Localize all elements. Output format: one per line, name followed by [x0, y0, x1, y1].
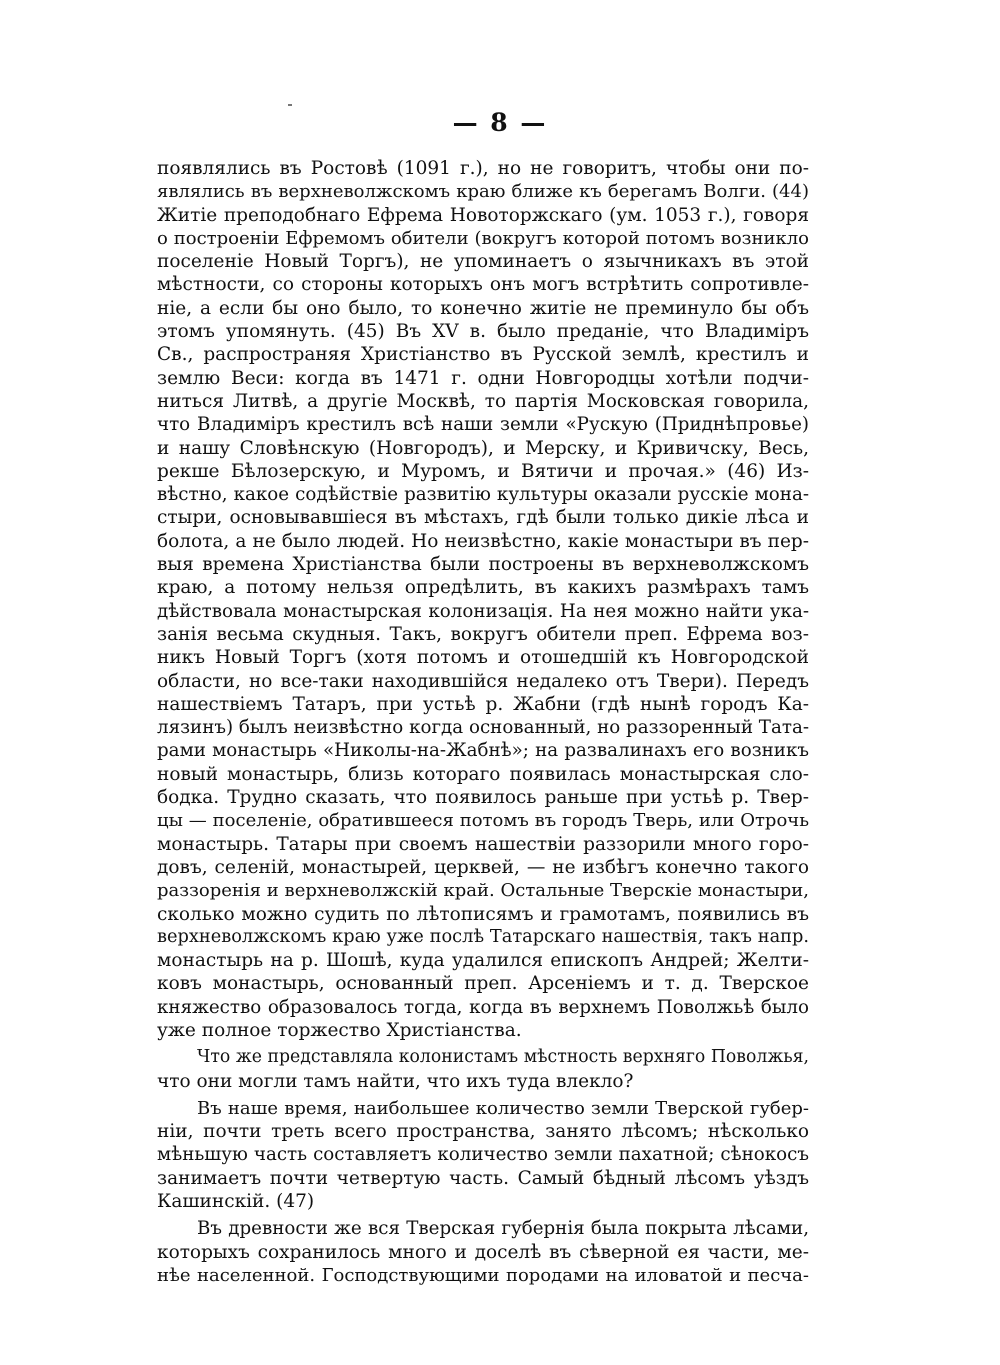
text-line: появлялись въ Ростовѣ (1091 г.), но не говоритъ, чтобы они по- — [157, 158, 809, 179]
text-line: Что же представляла колонистамъ мѣстность верхняго Поволжья, — [197, 1047, 809, 1068]
body-text — [157, 157, 809, 1287]
text-line: стыри, основывавшіеся въ мѣстахъ, гдѣ были только дикіе лѣса и — [157, 507, 809, 529]
text-line: краю, а потому нельзя опредѣлить, въ какихъ размѣрахъ тамъ — [157, 577, 809, 599]
text-line: ніе, а если бы оно было, то конечно житіе не преминуло бы объ — [157, 297, 809, 319]
text-line: нашествіемъ Татаръ, при устьѣ р. Жабни (гдѣ нынѣ городъ Ка- — [157, 693, 809, 715]
text-line: которыхъ сохранилось много и доселѣ въ сѣверной ея части, ме- — [157, 1241, 809, 1263]
text-line: ніи, почти треть всего пространства, занято лѣсомъ; нѣсколько — [157, 1121, 809, 1143]
text-line: этомъ упомянуть. (45) Въ XV в. было преданіе, что Владиміръ — [157, 321, 809, 343]
text-line: лязинъ) былъ неизвѣстно когда основанный, но раззоренный Тата- — [157, 717, 809, 739]
text-line: довъ, селеній, монастырей, церквей, — не избѣгъ конечно такого — [157, 856, 809, 878]
text-line: вѣстно, какое содѣйствіе развитію культуры оказали русскіе мона- — [157, 484, 809, 506]
text-line: области, но все-таки находившійся недалеко отъ Твери). Передъ — [157, 670, 809, 692]
text-line: нѣе населенной. Господствующими породами на иловатой и песча- — [157, 1264, 809, 1286]
text-line: уже полное торжество Христіанства. — [157, 1019, 522, 1041]
text-line: болота, а не было людей. Но неизвѣстно, какіе монастыри въ пер- — [157, 530, 809, 552]
text-line: Св., распространяя Христіанство въ Русской землѣ, крестилъ и — [157, 344, 809, 366]
text-line: Въ древности же вся Тверская губернія была покрыта лѣсами, — [197, 1218, 809, 1240]
text-line: занимаетъ почти четвертую часть. Самый бѣдный лѣсомъ уѣздъ — [157, 1167, 809, 1189]
text-line: никъ Новый Торгъ (хотя потомъ и отошедшій къ Новгородской — [157, 647, 809, 669]
text-line: дѣйствовала монастырская колонизація. На нея можно найти ука- — [157, 600, 809, 622]
text-line: бодка. Трудно сказать, что появилось раньше при устьѣ р. Твер- — [157, 787, 809, 809]
text-line: Кашинскій. (47) — [157, 1191, 315, 1213]
text-line: сколько можно судить по лѣтописямъ и грамотамъ, появились въ — [157, 903, 809, 925]
text-line: являлись въ верхневолжскомъ краю ближе къ берегамъ Волги. (44) — [157, 181, 809, 203]
text-line: раззоренія и верхневолжскій край. Остальные Тверскіе монастыри, — [157, 880, 809, 902]
text-line: занія весьма скудныя. Такъ, вокругъ обители преп. Ефрема воз- — [157, 623, 809, 645]
text-line: и нашу Словѣнскую (Новгородъ), и Мерску, и Кривичску, Весь, — [157, 437, 809, 459]
text-line: что Владиміръ крестилъ всѣ наши земли «Рускую (Приднѣпровье) — [157, 414, 809, 436]
text-line: верхневолжскомъ краю уже послѣ Татарскаго нашествія, такъ напр. — [157, 926, 809, 947]
text-line: поселеніе Новый Торгъ), не упоминаетъ о язычникахъ въ этой — [157, 251, 809, 273]
text-line: мѣньшую часть составляетъ количество земли пахатной; сѣнокосъ — [157, 1144, 809, 1166]
scan-speck — [288, 104, 292, 106]
text-line: княжество образовалось тогда, когда въ верхнемъ Поволжьѣ было — [157, 996, 809, 1018]
text-line: что они могли тамъ найти, что ихъ туда влекло? — [157, 1070, 634, 1092]
text-line: землю Веси: когда въ 1471 г. одни Новгородцы хотѣли подчи- — [157, 367, 809, 389]
text-line: монастырь на р. Шошѣ, куда удалился епископъ Андрей; Желти- — [157, 950, 809, 972]
text-line: рекше Бѣлозерскую, и Муромъ, и Вятичи и прочая.» (46) Из- — [157, 460, 809, 482]
text-line: ниться Литвѣ, а другіе Москвѣ, то партія Московская говорила, — [157, 390, 809, 412]
text-line: рами монастырь «Николы-на-Жабнѣ»; на развалинахъ его возникъ — [157, 740, 809, 762]
text-line: новый монастырь, близь котораго появилась монастырская сло- — [157, 763, 809, 785]
text-line: цы — поселеніе, обратившееся потомъ въ городъ Тверь, или Отрочь — [157, 810, 809, 832]
text-line: Въ наше время, наибольшее количество земли Тверской губер- — [197, 1097, 809, 1119]
text-line: мѣстности, со стороны которыхъ онъ могъ встрѣтить сопротивле- — [157, 274, 809, 296]
text-line: монастырь. Татары при своемъ нашествіи раззорили много горо- — [157, 833, 809, 855]
text-line: о построеніи Ефремомъ обители (вокругъ которой потомъ возникло — [157, 227, 809, 249]
text-line: Житіе преподобнаго Ефрема Новоторжскаго (ум. 1053 г.), говоря — [157, 204, 809, 226]
page-number: — 8 — — [452, 108, 548, 137]
text-line: выя времена Христіанства были построены въ верхневолжскомъ — [157, 554, 809, 576]
text-line: ковъ монастырь, основанный преп. Арсеніемъ и т. д. Тверское — [157, 973, 809, 995]
